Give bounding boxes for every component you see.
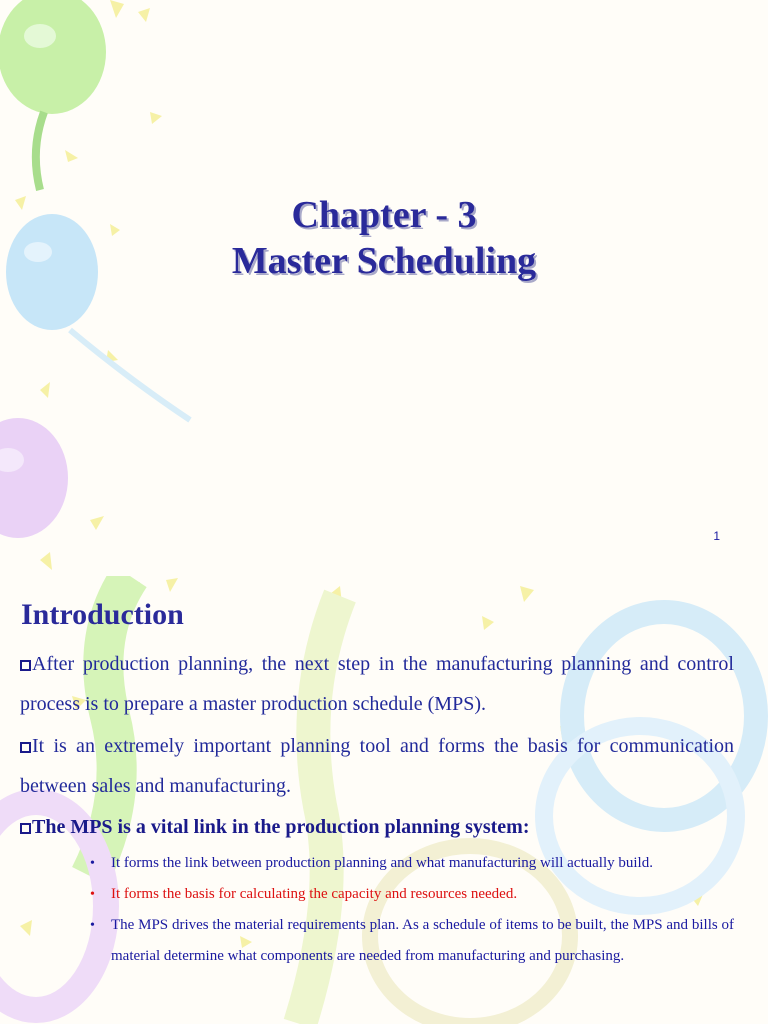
introduction-slide bbox=[0, 576, 768, 1024]
bullet-list bbox=[20, 848, 734, 972]
square-bullet-icon bbox=[20, 660, 31, 671]
slide-content bbox=[20, 644, 734, 972]
intro-paragraph-1: After production planning, the next step in the manufacturing planning and control process is to prepare a master production schedule (MPS). bbox=[20, 653, 734, 715]
page-number: 1 bbox=[713, 529, 720, 543]
topic-title: Master Scheduling bbox=[231, 240, 537, 282]
list-item: • It forms the link between production planning and what manufacturing will actually build. bbox=[90, 848, 734, 879]
slide-heading: Introduction bbox=[21, 598, 184, 631]
intro-paragraph-2: It is an extremely important planning tool and forms the basis for communication between sales and manufacturing. bbox=[20, 735, 734, 797]
square-bullet-icon bbox=[20, 823, 31, 834]
square-bullet-icon bbox=[20, 742, 31, 753]
bullet-dot-icon: • bbox=[90, 856, 95, 871]
chapter-title: Chapter - 3 bbox=[291, 194, 477, 236]
slide-title bbox=[0, 192, 768, 284]
list-item-highlighted: • It forms the basis for calculating the capacity and resources needed. bbox=[90, 879, 734, 910]
bullet-dot-icon: • bbox=[90, 887, 95, 902]
intro-paragraph-3: The MPS is a vital link in the production planning system: bbox=[20, 808, 734, 846]
bullet-dot-icon: • bbox=[90, 918, 95, 933]
list-item: • The MPS drives the material requirements plan. As a schedule of items to be built, the MPS and bills of material determine what components are needed from manufacturing and purchasing. bbox=[90, 910, 734, 972]
